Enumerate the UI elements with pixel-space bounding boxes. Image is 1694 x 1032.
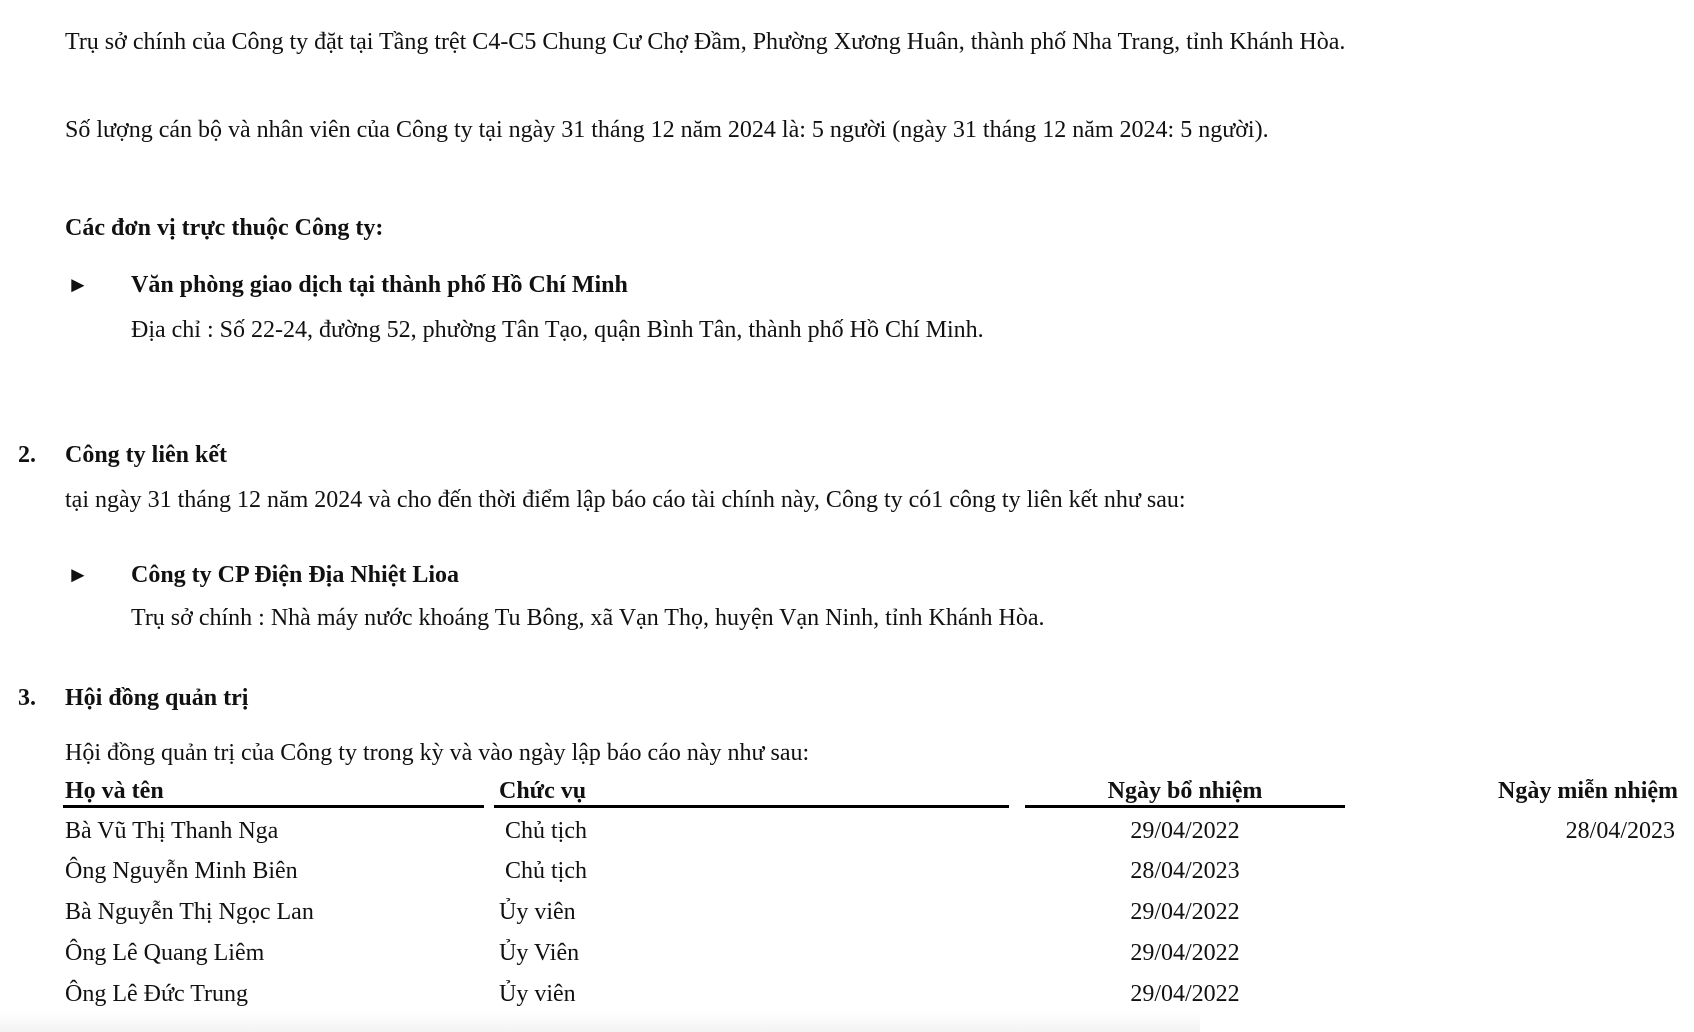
cell-position: Ủy Viên bbox=[499, 940, 580, 966]
cell-appointed: 29/04/2022 bbox=[1130, 940, 1240, 966]
staff-count-text: Số lượng cán bộ và nhân viên của Công ty tại ngày 31 tháng 12 năm 2024 là: 5 người (ngày 31 tháng 12 năm 2024: 5 người). bbox=[65, 117, 1269, 143]
unit-address: Địa chỉ : Số 22-24, đường 52, phường Tân Tạo, quận Bình Tân, thành phố Hồ Chí Minh. bbox=[131, 317, 984, 343]
cell-position: Ủy viên bbox=[499, 899, 576, 925]
cell-name: Bà Nguyễn Thị Ngọc Lan bbox=[65, 899, 314, 925]
section-3-title: Hội đồng quản trị bbox=[65, 685, 249, 711]
header-position: Chức vụ bbox=[499, 778, 587, 804]
associate-name: Công ty CP Điện Địa Nhiệt Lioa bbox=[131, 562, 460, 588]
cell-name: Ông Nguyễn Minh Biên bbox=[65, 858, 298, 884]
section-2-number: 2. bbox=[18, 442, 36, 468]
cell-name: Ông Lê Quang Liêm bbox=[65, 940, 265, 966]
header-appointed: Ngày bổ nhiệm bbox=[1107, 778, 1263, 804]
cell-name: Ông Lê Đức Trung bbox=[65, 981, 249, 1007]
head-office-text: Trụ sở chính của Công ty đặt tại Tầng trệt C4-C5 Chung Cư Chợ Đầm, Phường Xương Huân, thành phố Nha Trang, tỉnh Khánh Hòa. bbox=[65, 29, 1346, 55]
cell-appointed: 29/04/2022 bbox=[1130, 818, 1240, 844]
page-bottom-shadow bbox=[0, 1012, 1200, 1032]
header-rule bbox=[63, 805, 484, 808]
header-name: Họ và tên bbox=[65, 778, 164, 804]
cell-dismissed: 28/04/2023 bbox=[1565, 818, 1675, 844]
section-2-title: Công ty liên kết bbox=[65, 442, 227, 468]
section-2-intro: tại ngày 31 tháng 12 năm 2024 và cho đến thời điểm lập báo cáo tài chính này, Công ty có1 công ty liên kết như sau: bbox=[65, 487, 1186, 513]
section-3-intro: Hội đồng quản trị của Công ty trong kỳ và vào ngày lập báo cáo này như sau: bbox=[65, 740, 810, 766]
header-rule bbox=[1025, 805, 1345, 808]
cell-position: Chủ tịch bbox=[499, 858, 587, 884]
units-heading: Các đơn vị trực thuộc Công ty: bbox=[65, 215, 384, 241]
cell-appointed: 29/04/2022 bbox=[1130, 981, 1240, 1007]
cell-appointed: 28/04/2023 bbox=[1130, 858, 1240, 884]
cell-appointed: 29/04/2022 bbox=[1130, 899, 1240, 925]
bullet-arrow-icon: ► bbox=[67, 272, 89, 297]
header-rule bbox=[494, 805, 1009, 808]
cell-position: Ủy viên bbox=[499, 981, 576, 1007]
bullet-arrow-icon: ► bbox=[67, 562, 89, 587]
cell-position: Chủ tịch bbox=[499, 818, 587, 844]
cell-name: Bà Vũ Thị Thanh Nga bbox=[65, 818, 279, 844]
section-3-number: 3. bbox=[18, 685, 36, 711]
associate-address: Trụ sở chính : Nhà máy nước khoáng Tu Bông, xã Vạn Thọ, huyện Vạn Ninh, tỉnh Khánh Hòa. bbox=[131, 605, 1045, 631]
header-dismissed: Ngày miễn nhiệm bbox=[1498, 778, 1678, 804]
unit-name: Văn phòng giao dịch tại thành phố Hồ Chí Minh bbox=[131, 272, 628, 298]
